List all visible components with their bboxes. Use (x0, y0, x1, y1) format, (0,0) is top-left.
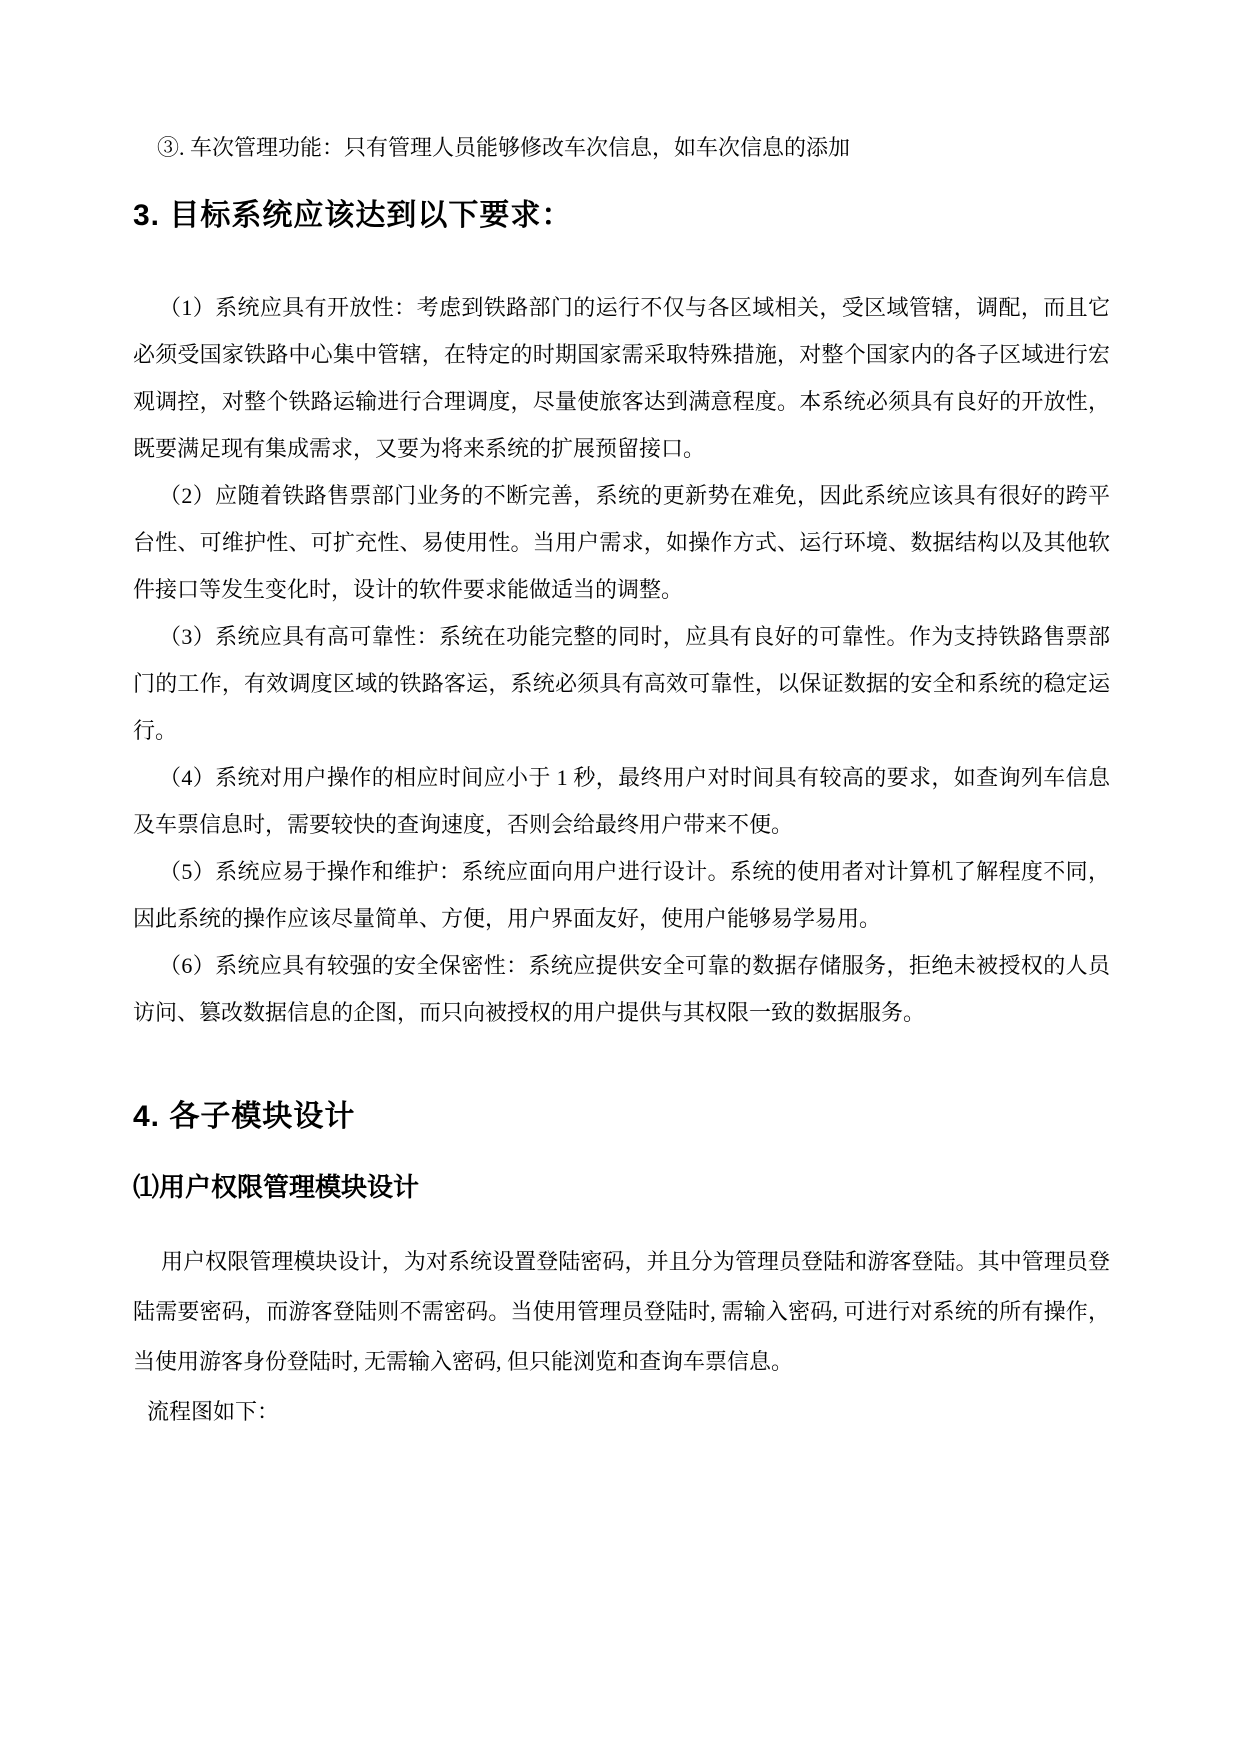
flowchart-note: 流程图如下： (147, 1399, 280, 1424)
requirement-paragraph-6: （6）系统应具有较强的安全保密性：系统应提供安全可靠的数据存储服务，拒绝未被授权的人员访问、篡改数据信息的企图，而只向被授权的用户提供与其权限一致的数据服务。 (133, 953, 1110, 1025)
section-4-heading: 4. 各子模块设计 (133, 1100, 356, 1133)
train-management-list-item: ③. 车次管理功能：只有管理人员能够修改车次信息，如车次信息的添加 (157, 135, 851, 160)
requirement-paragraph-3: （3）系统应具有高可靠性：系统在功能完整的同时，应具有良好的可靠性。作为支持铁路售票部门的工作，有效调度区域的铁路客运，系统必须具有高效可靠性，以保证数据的安全和系统的稳定运行。 (133, 624, 1110, 743)
requirement-paragraph-1: （1）系统应具有开放性：考虑到铁路部门的运行不仅与各区域相关，受区域管辖，调配，而且它必须受国家铁路中心集中管辖，在特定的时期国家需采取特殊措施，对整个国家内的各子区域进行宏观调控，对整个铁路运输进行合理调度，尽量使旅客达到满意程度。本系统必须具有良好的开放性，既要满足现有集成需求，又要为将来系统的扩展预留接口。 (133, 295, 1110, 461)
section-3-heading: 3. 目标系统应该达到以下要求： (133, 199, 573, 232)
subsection-1-heading: ⑴用户权限管理模块设计 (133, 1172, 420, 1202)
requirement-paragraph-2: （2）应随着铁路售票部门业务的不断完善，系统的更新势在难免，因此系统应该具有很好的跨平台性、可维护性、可扩充性、易使用性。当用户需求，如操作方式、运行环境、数据结构以及其他软件接口等发生变化时，设计的软件要求能做适当的调整。 (133, 483, 1110, 602)
requirement-paragraph-5: （5）系统应易于操作和维护：系统应面向用户进行设计。系统的使用者对计算机了解程度不同，因此系统的操作应该尽量简单、方便，用户界面友好，使用户能够易学易用。 (133, 859, 1110, 931)
section-3-body (133, 284, 1110, 1036)
subsection-1-paragraph: 用户权限管理模块设计，为对系统设置登陆密码，并且分为管理员登陆和游客登陆。其中管理员登陆需要密码，而游客登陆则不需密码。当使用管理员登陆时, 需输入密码, 可进行对系统的所有操作，当使用游客身份登陆时, 无需输入密码, 但只能浏览和查询车票信息。 (133, 1249, 1110, 1374)
requirement-paragraph-4: （4）系统对用户操作的相应时间应小于 1 秒，最终用户对时间具有较高的要求，如查询列车信息及车票信息时，需要较快的查询速度，否则会给最终用户带来不便。 (133, 765, 1110, 837)
